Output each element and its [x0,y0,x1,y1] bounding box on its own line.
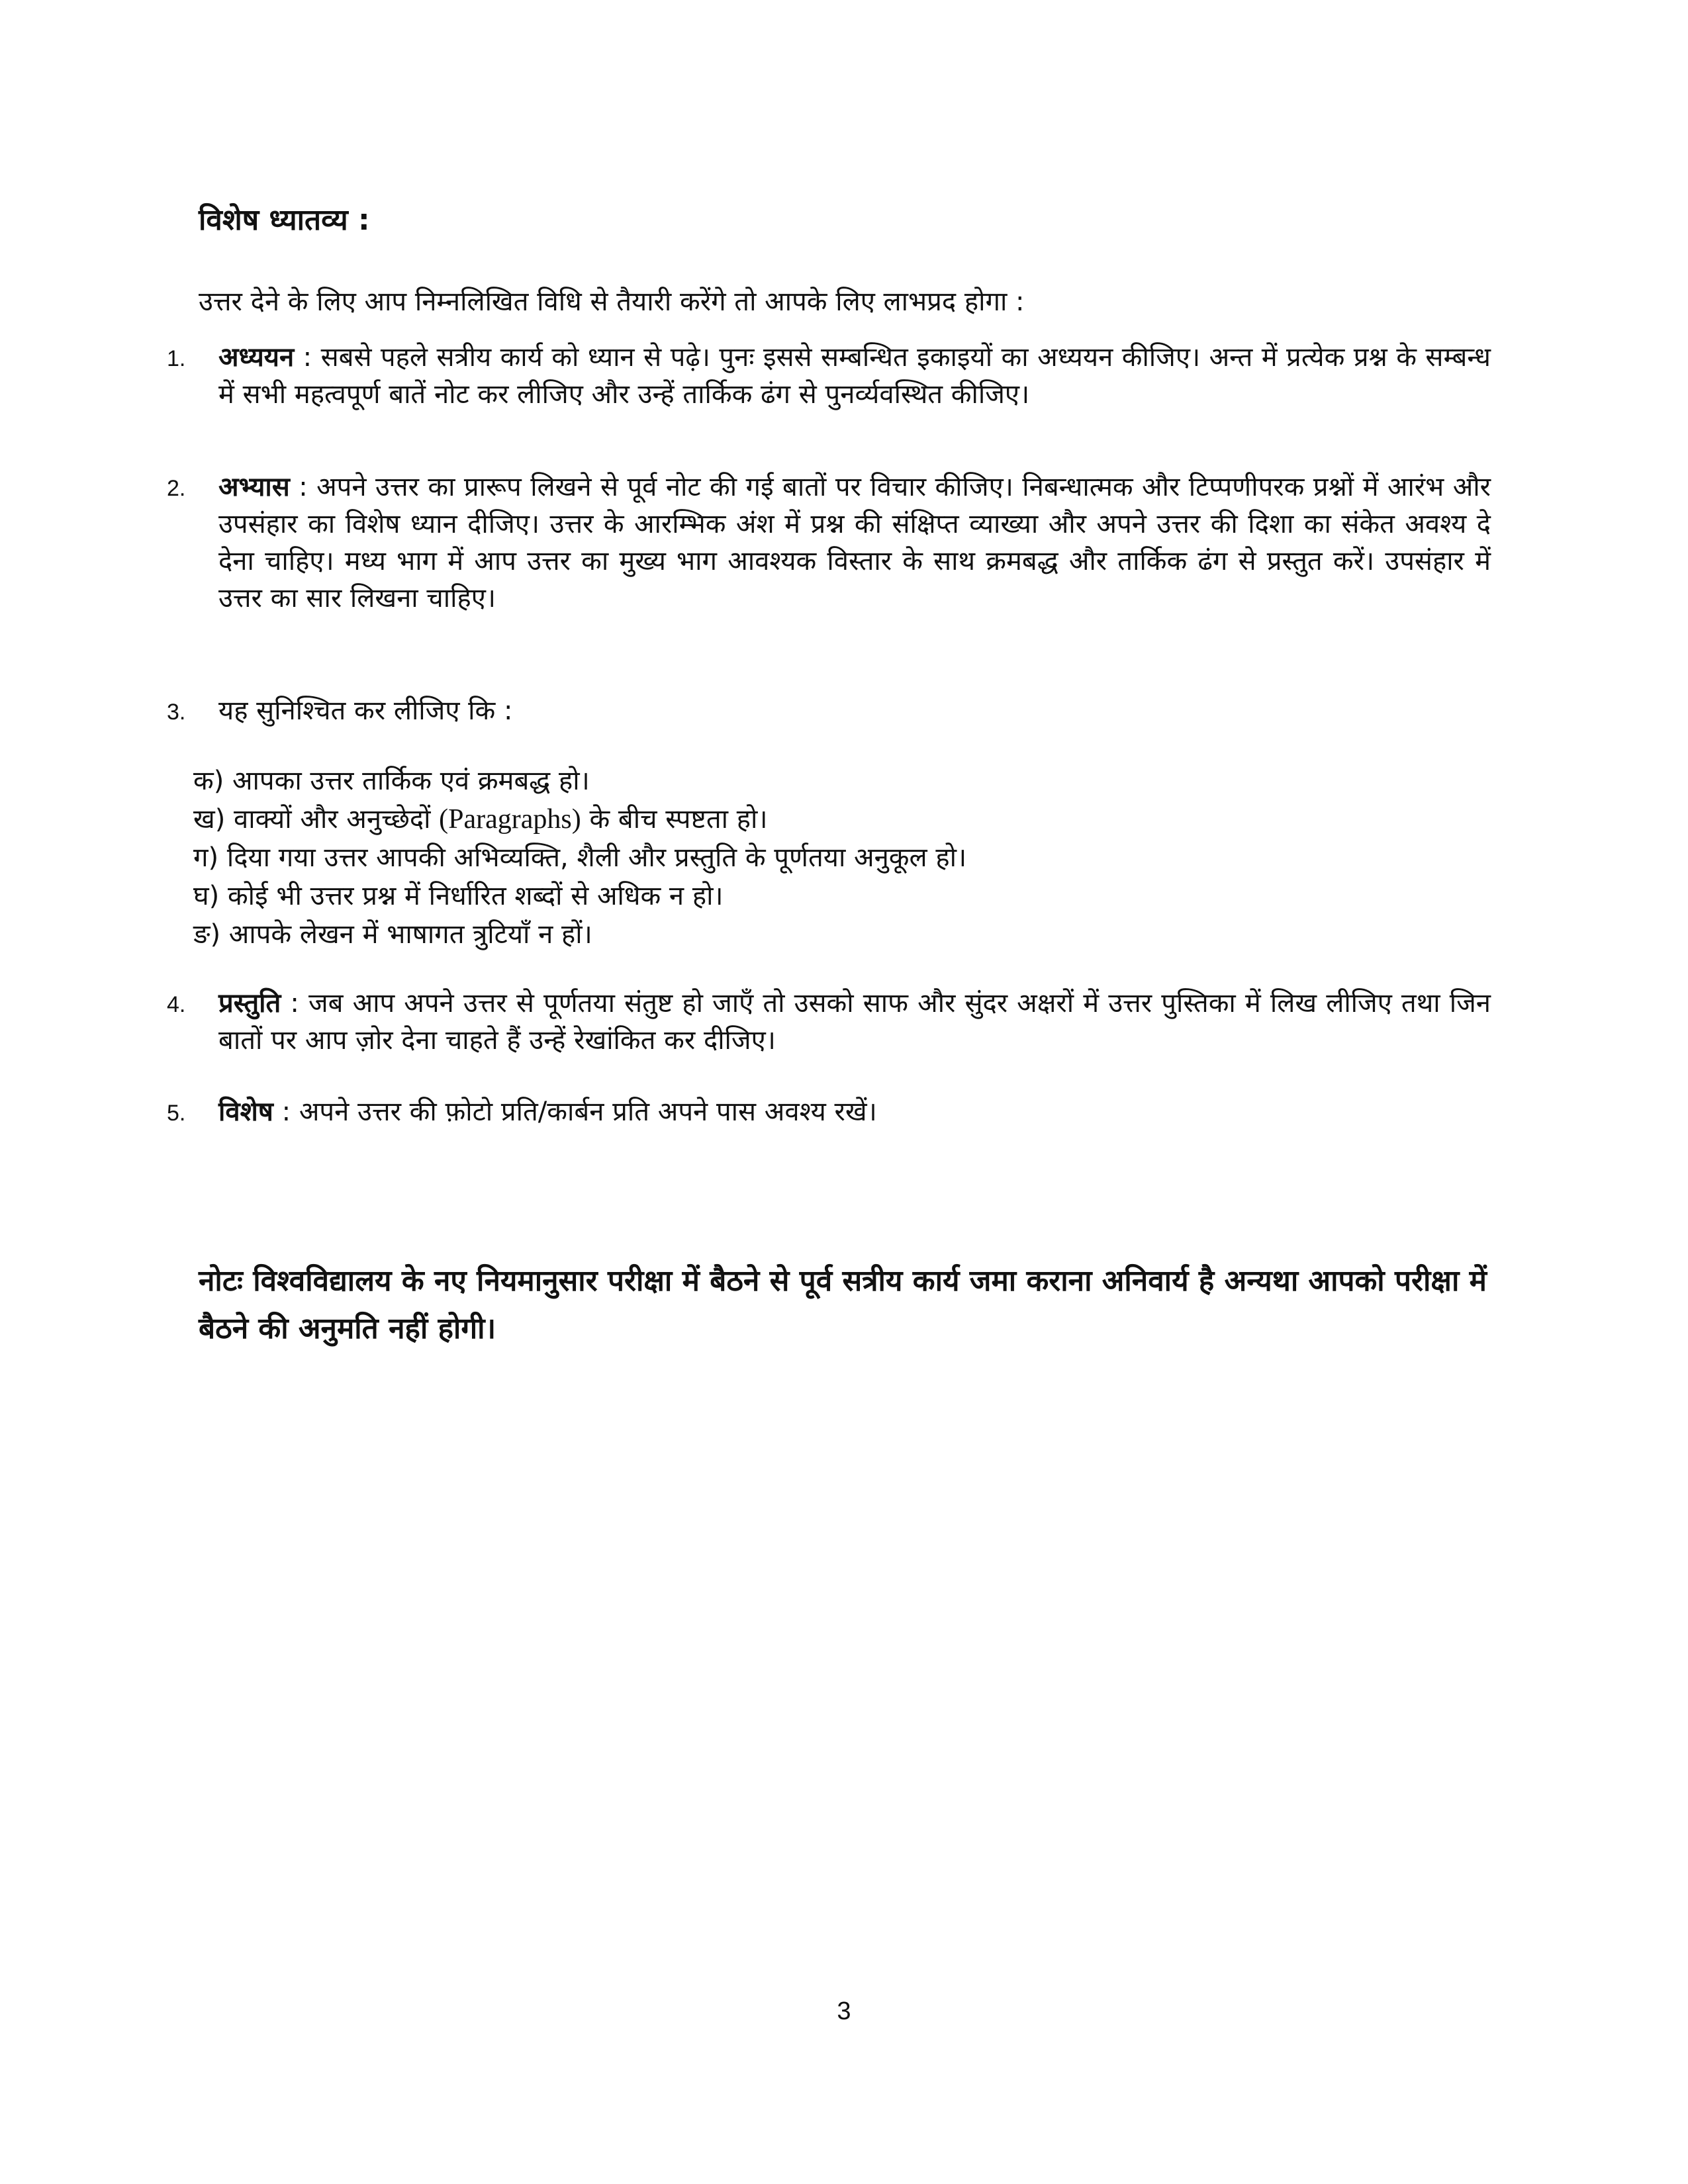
list-item-body [218,469,1491,617]
section-heading: विशेष ध्यातव्य : [199,203,370,237]
subitem-text: के बीच स्पष्टता हो। [581,804,768,835]
subitem-english-term: (Paragraphs) [439,804,581,835]
item-text: : अपने उत्तर की फ़ोटो प्रति/कार्बन प्रति अपने पास अवश्य रखें। [273,1097,877,1127]
list-item-body [218,1093,1491,1130]
item-label: प्रस्तुति [218,988,281,1019]
item-text: यह सुनिश्चित कर लीजिए कि : [218,696,513,726]
subitem-gha: घ) कोई भी उत्तर प्रश्न में निर्धारित शब्दों से अधिक न हो। [193,881,724,911]
list-number: 4. [167,992,186,1017]
subitem-kha [193,801,1484,838]
subitem-ka: क) आपका उत्तर तार्किक एवं क्रमबद्ध हो। [193,766,590,796]
item-label: विशेष [218,1097,273,1127]
list-number: 5. [167,1101,186,1126]
item-text: : सबसे पहले सत्रीय कार्य को ध्यान से पढ़े। पुनः इससे सम्बन्धित इकाइयों का अध्ययन कीजिए। अन्त में प्रत्येक प्रश्न के सम्बन्ध में सभी महत्वपूर्ण बातें नोट कर लीजिए और उन्हें तार्किक ढंग से पुनर्व्यवस्थित कीजिए। [218,342,1491,410]
important-note: नोटः विश्वविद्यालय के नए नियमानुसार परीक्षा में बैठने से पूर्व सत्रीय कार्य जमा कराना अनिवार्य है अन्यथा आपको परीक्षा में बैठने की अनुमति नहीं होगी। [199,1264,1487,1345]
list-number: 2. [167,476,186,501]
subitem-nga: ङ) आपके लेखन में भाषागत त्रुटियाँ न हों। [193,919,592,950]
list-item-body [218,339,1491,413]
list-item-body [218,985,1491,1059]
list-number: 3. [167,700,186,725]
intro-paragraph: उत्तर देने के लिए आप निम्नलिखित विधि से तैयारी करेंगे तो आपके लिए लाभप्रद होगा : [199,287,1025,317]
subitem-text: ख) वाक्यों और अनुच्छेदों [193,804,440,835]
item-label: अध्ययन [218,342,295,373]
page-number: 3 [837,1997,851,2025]
subitem-ga: ग) दिया गया उत्तर आपकी अभिव्यक्ति, शैली और प्रस्तुति के पूर्णतया अनुकूल हो। [193,842,967,873]
item-label: अभ्यास [218,472,290,502]
item-text: : अपने उत्तर का प्रारूप लिखने से पूर्व नोट की गई बातों पर विचार कीजिए। निबन्धात्मक और टिप्पणीपरक प्रश्नों में आरंभ और उपसंहार का विशेष ध्यान दीजिए। उत्तर के आरम्भिक अंश में प्रश्न की संक्षिप्त व्याख्या और अपने उत्तर की दिशा का संकेत अवश्य दे देना चाहिए। मध्य भाग में आप उत्तर का मुख्य भाग आवश्यक विस्तार के साथ क्रमबद्ध और तार्किक ढंग से प्रस्तुत करें। उपसंहार में उत्तर का सार लिखना चाहिए। [218,472,1491,614]
list-number: 1. [167,346,186,371]
item-text: : जब आप अपने उत्तर से पूर्णतया संतुष्ट हो जाएँ तो उसको साफ और सुंदर अक्षरों में उत्तर पुस्तिका में लिख लीजिए तथा जिन बातों पर आप ज़ोर देना चाहते हैं उन्हें रेखांकित कर दीजिए। [218,988,1491,1056]
list-item-body [218,692,1491,729]
